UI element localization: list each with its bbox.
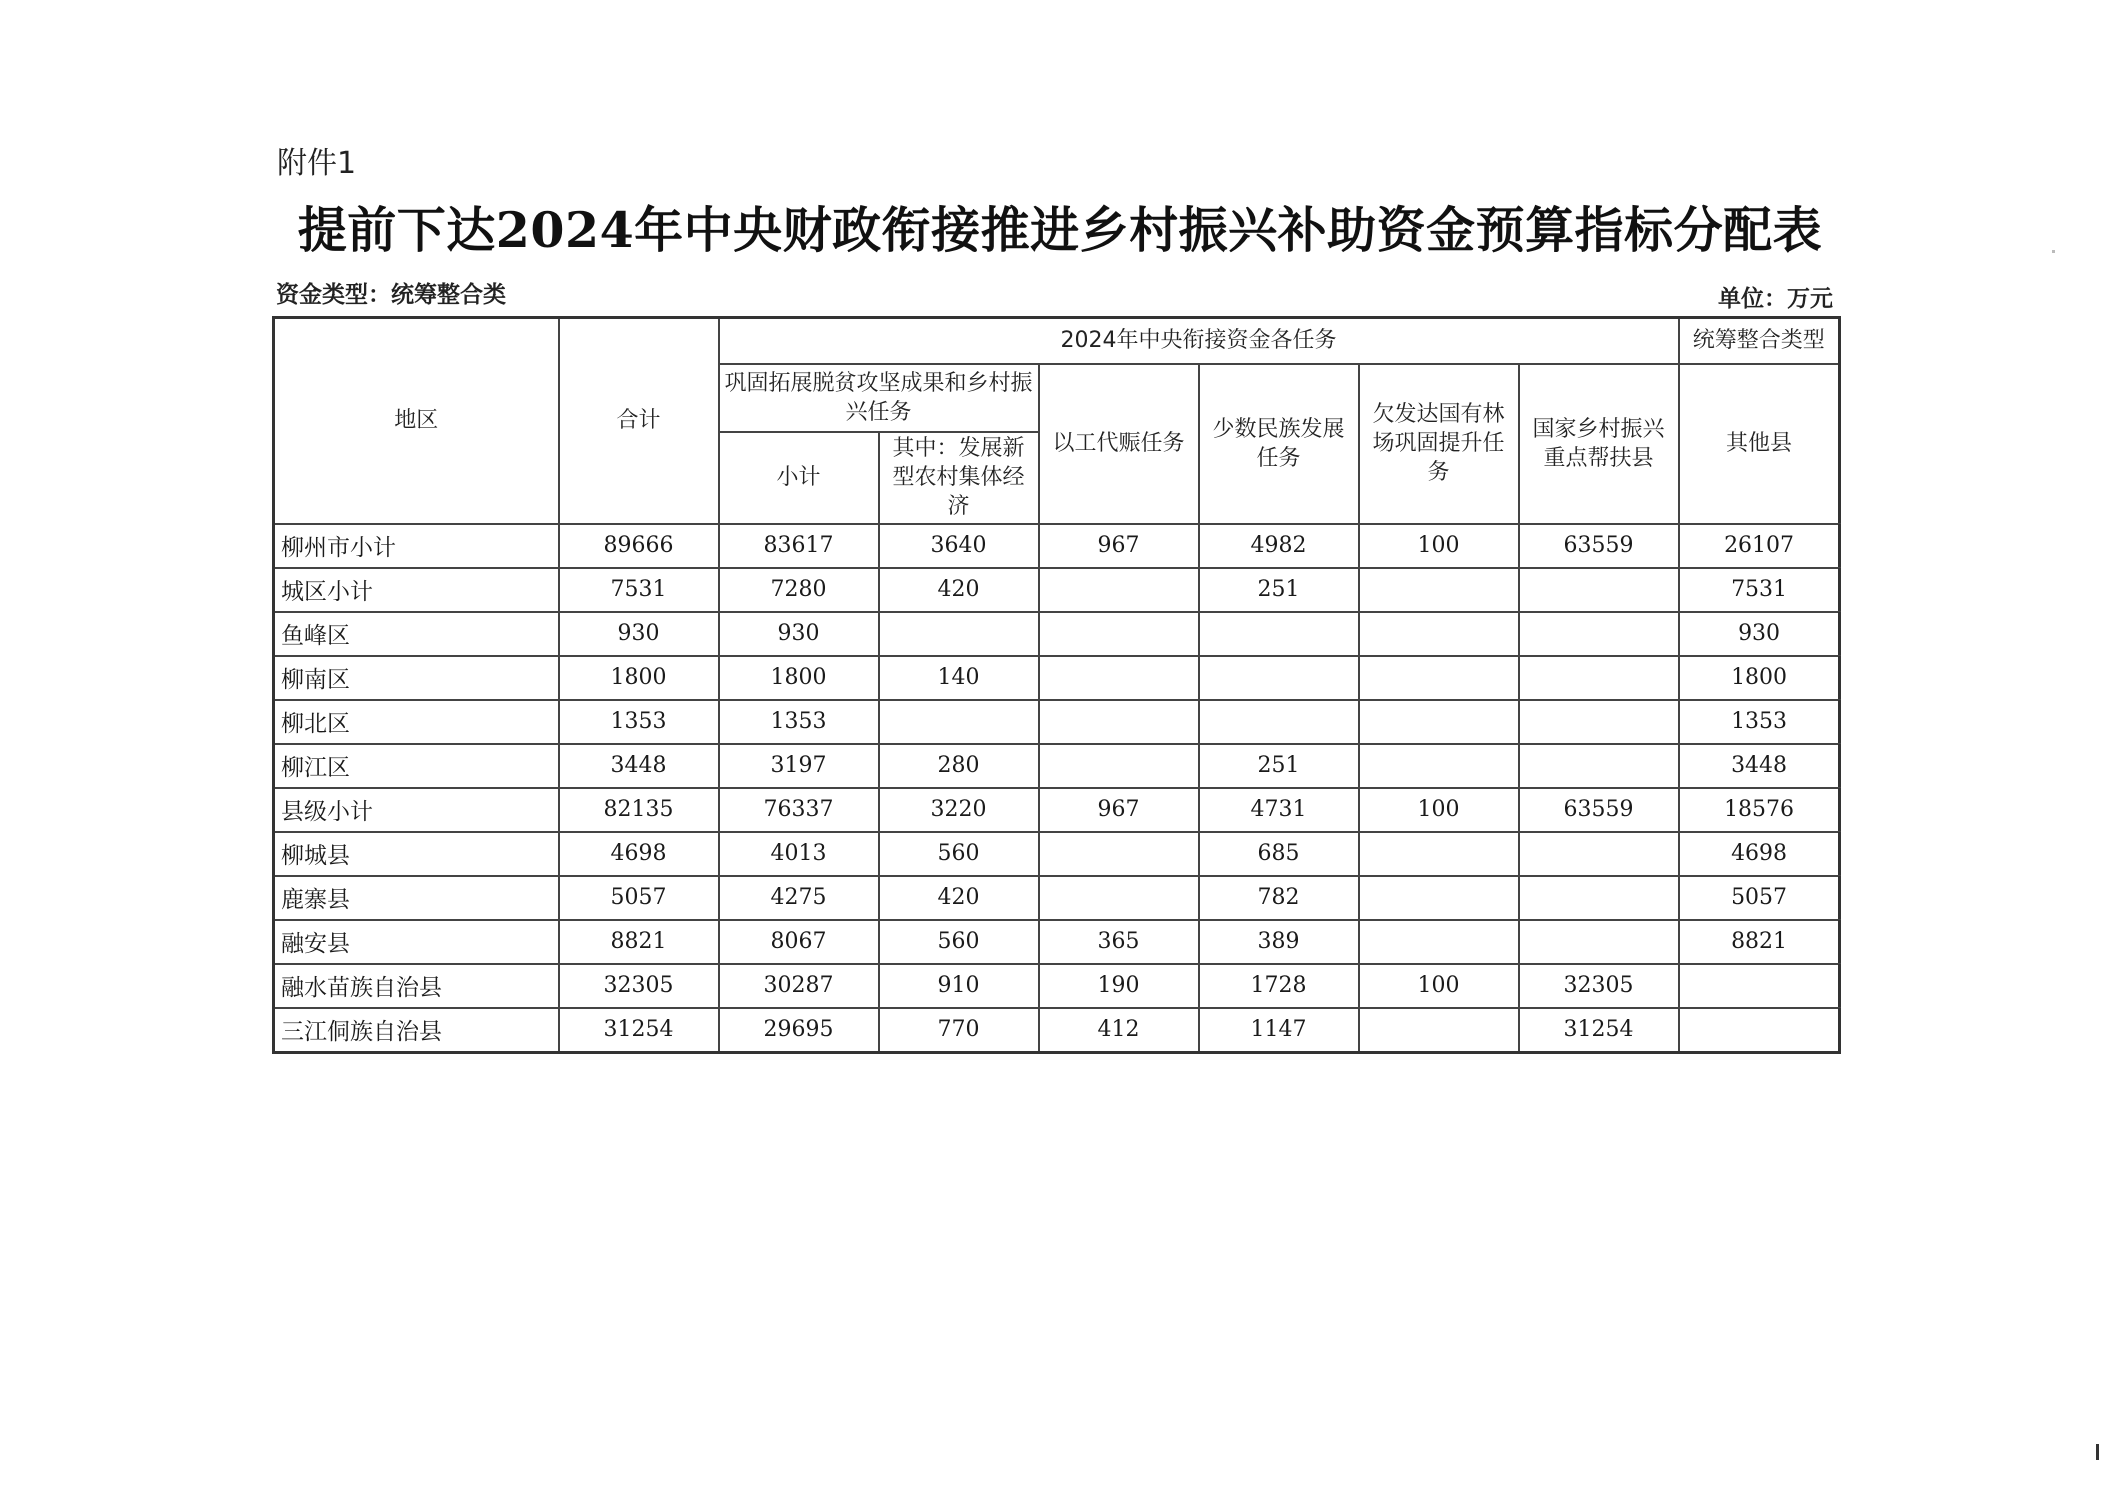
cell-region: 融安县 [274,920,559,964]
header-other-county: 其他县 [1679,364,1840,524]
cell-work-relief [1039,700,1199,744]
cell-other-county: 930 [1679,612,1840,656]
cell-total: 32305 [559,964,719,1008]
cell-subtotal: 4275 [719,876,879,920]
cell-forest-farm [1359,656,1519,700]
cell-forest-farm [1359,568,1519,612]
cell-new-collective: 560 [879,920,1039,964]
cell-total: 3448 [559,744,719,788]
cell-other-county: 7531 [1679,568,1840,612]
cell-subtotal: 29695 [719,1008,879,1053]
cell-total: 4698 [559,832,719,876]
cell-minority: 251 [1199,568,1359,612]
cell-key-county [1519,744,1679,788]
cell-total: 1800 [559,656,719,700]
cell-subtotal: 1353 [719,700,879,744]
cell-subtotal: 8067 [719,920,879,964]
table-row [274,876,1840,920]
header-tasks-group: 2024年中央衔接资金各任务 [719,318,1679,364]
cell-other-county: 18576 [1679,788,1840,832]
cell-minority: 685 [1199,832,1359,876]
header-key-county: 国家乡村振兴重点帮扶县 [1519,364,1679,524]
cell-region: 柳北区 [274,700,559,744]
table-row [274,656,1840,700]
cell-work-relief: 190 [1039,964,1199,1008]
cell-other-county: 4698 [1679,832,1840,876]
unit-label: 单位：万元 [1718,286,1833,312]
cell-other-county [1679,1008,1840,1053]
cell-region: 鹿寨县 [274,876,559,920]
cell-region: 柳江区 [274,744,559,788]
cell-total: 1353 [559,700,719,744]
cell-subtotal: 930 [719,612,879,656]
header-total: 合计 [559,318,719,524]
cell-subtotal: 76337 [719,788,879,832]
cell-minority [1199,700,1359,744]
cell-minority: 1147 [1199,1008,1359,1053]
header-region: 地区 [274,318,559,524]
cell-region: 柳城县 [274,832,559,876]
cell-work-relief: 365 [1039,920,1199,964]
cell-forest-farm: 100 [1359,788,1519,832]
table-row [274,524,1840,568]
cell-key-county [1519,612,1679,656]
cell-key-county [1519,920,1679,964]
fund-type-label: 资金类型：统筹整合类 [276,282,506,308]
cell-total: 5057 [559,876,719,920]
cell-key-county: 63559 [1519,788,1679,832]
cell-new-collective [879,612,1039,656]
cell-minority: 4982 [1199,524,1359,568]
cell-total: 930 [559,612,719,656]
cell-minority: 4731 [1199,788,1359,832]
cell-new-collective: 3640 [879,524,1039,568]
cell-new-collective: 280 [879,744,1039,788]
cell-total: 31254 [559,1008,719,1053]
table-row [274,612,1840,656]
cell-work-relief: 967 [1039,524,1199,568]
cell-minority: 1728 [1199,964,1359,1008]
cell-forest-farm: 100 [1359,964,1519,1008]
cell-key-county: 63559 [1519,524,1679,568]
cell-region: 城区小计 [274,568,559,612]
cell-work-relief [1039,656,1199,700]
cell-new-collective: 3220 [879,788,1039,832]
cell-key-county: 32305 [1519,964,1679,1008]
cell-forest-farm [1359,832,1519,876]
header-integration-group: 统筹整合类型 [1679,318,1840,364]
cell-work-relief: 967 [1039,788,1199,832]
table-row [274,700,1840,744]
cell-new-collective: 560 [879,832,1039,876]
cell-minority: 251 [1199,744,1359,788]
cell-subtotal: 83617 [719,524,879,568]
table-row [274,1008,1840,1053]
cell-region: 融水苗族自治县 [274,964,559,1008]
cell-forest-farm: 100 [1359,524,1519,568]
cell-other-county: 1353 [1679,700,1840,744]
document-title: 提前下达2024年中央财政衔接推进乡村振兴补助资金预算指标分配表 [297,201,1823,259]
cell-work-relief [1039,612,1199,656]
cell-forest-farm [1359,1008,1519,1053]
cell-forest-farm [1359,700,1519,744]
header-consolidation: 巩固拓展脱贫攻坚成果和乡村振兴任务 [719,364,1039,432]
header-forest-farm: 欠发达国有林场巩固提升任务 [1359,364,1519,524]
cell-other-county: 3448 [1679,744,1840,788]
cell-work-relief: 412 [1039,1008,1199,1053]
cell-new-collective: 770 [879,1008,1039,1053]
cell-new-collective: 140 [879,656,1039,700]
header-subtotal: 小计 [719,432,879,524]
cell-work-relief [1039,832,1199,876]
cell-key-county [1519,700,1679,744]
cell-work-relief [1039,568,1199,612]
cell-key-county [1519,656,1679,700]
header-work-relief: 以工代赈任务 [1039,364,1199,524]
cell-forest-farm [1359,920,1519,964]
cell-subtotal: 30287 [719,964,879,1008]
cell-key-county [1519,876,1679,920]
cell-minority [1199,656,1359,700]
cell-total: 7531 [559,568,719,612]
cell-other-county: 26107 [1679,524,1840,568]
cell-region: 柳州市小计 [274,524,559,568]
cell-subtotal: 1800 [719,656,879,700]
table-row [274,568,1840,612]
cell-minority [1199,612,1359,656]
cell-forest-farm [1359,744,1519,788]
cell-total: 82135 [559,788,719,832]
cell-new-collective: 420 [879,568,1039,612]
cell-subtotal: 3197 [719,744,879,788]
header-minority: 少数民族发展任务 [1199,364,1359,524]
table-body [274,524,1840,1053]
scan-edge-mark [2096,1444,2099,1460]
cell-minority: 782 [1199,876,1359,920]
cell-minority: 389 [1199,920,1359,964]
allocation-table [272,316,1841,1054]
cell-other-county [1679,964,1840,1008]
cell-work-relief [1039,744,1199,788]
scan-speck [2052,250,2055,253]
header-new-collective: 其中：发展新型农村集体经济 [879,432,1039,524]
cell-region: 鱼峰区 [274,612,559,656]
table-row [274,788,1840,832]
table-row [274,744,1840,788]
attachment-label: 附件1 [277,146,357,181]
cell-forest-farm [1359,612,1519,656]
cell-other-county: 1800 [1679,656,1840,700]
cell-new-collective: 420 [879,876,1039,920]
cell-region: 柳南区 [274,656,559,700]
cell-other-county: 8821 [1679,920,1840,964]
cell-key-county [1519,568,1679,612]
table-row [274,964,1840,1008]
cell-total: 8821 [559,920,719,964]
cell-new-collective: 910 [879,964,1039,1008]
cell-work-relief [1039,876,1199,920]
cell-new-collective [879,700,1039,744]
cell-region: 县级小计 [274,788,559,832]
cell-forest-farm [1359,876,1519,920]
cell-total: 89666 [559,524,719,568]
cell-key-county: 31254 [1519,1008,1679,1053]
cell-subtotal: 7280 [719,568,879,612]
cell-region: 三江侗族自治县 [274,1008,559,1053]
table-row [274,920,1840,964]
cell-other-county: 5057 [1679,876,1840,920]
cell-subtotal: 4013 [719,832,879,876]
cell-key-county [1519,832,1679,876]
table-row [274,832,1840,876]
